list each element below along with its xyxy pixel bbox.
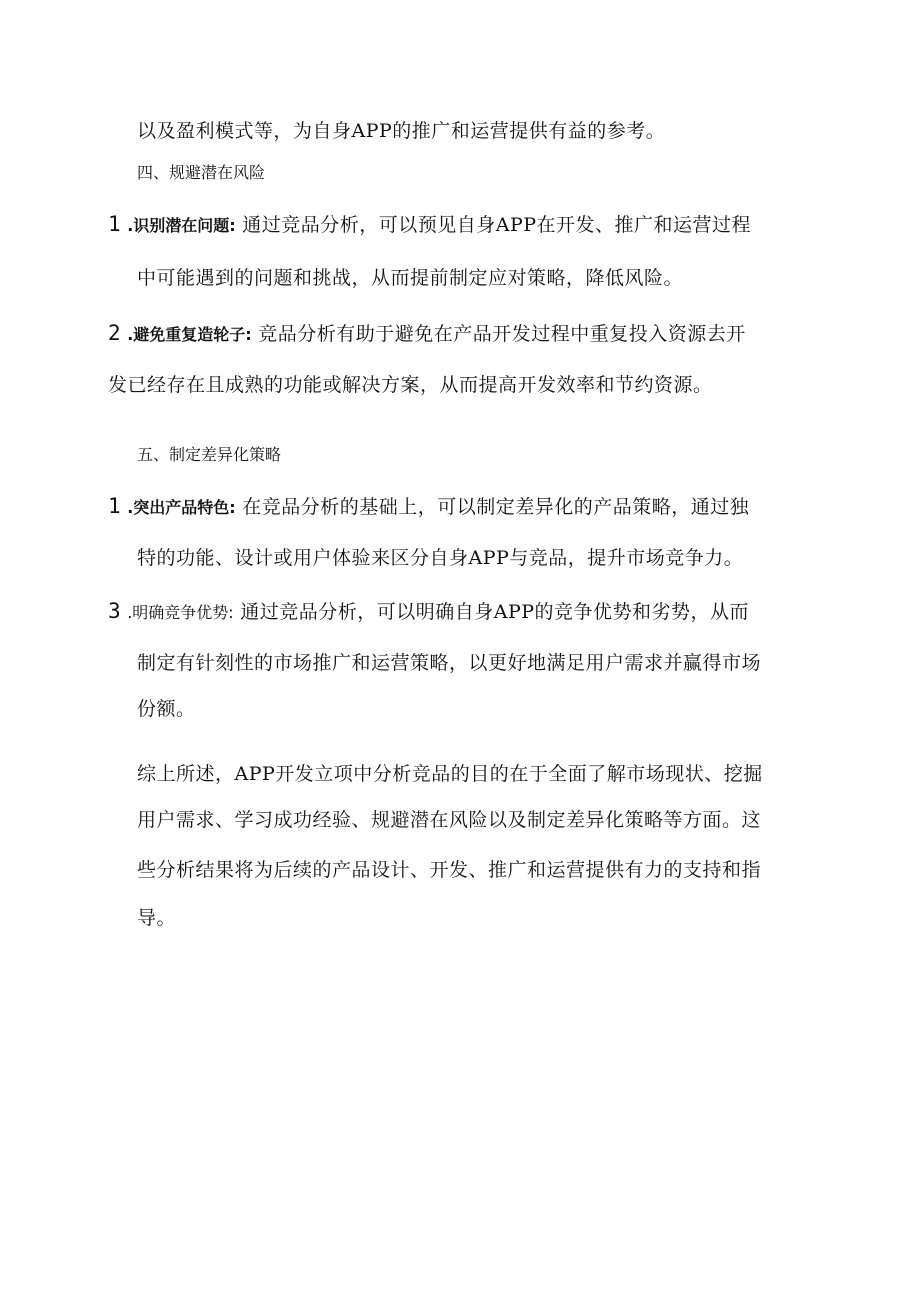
section-5-item-1-first-line bbox=[108, 492, 749, 519]
item-label: .明确竞争优势: bbox=[127, 603, 234, 622]
item-label: .识别潜在问题: bbox=[127, 216, 236, 235]
section-5-item-1-second-line: 特的功能、设计或用户体验来区分自身APP与竞品，提升市场竞争力。 bbox=[137, 547, 744, 569]
item-number: 1 bbox=[108, 212, 121, 236]
intro-line: 以及盈利模式等，为自身APP的推广和运营提供有益的参考。 bbox=[137, 120, 666, 142]
item-number: 3 bbox=[108, 599, 121, 623]
item-label: .突出产品特色: bbox=[127, 498, 236, 517]
conclusion-line-3: 些分析结果将为后续的产品设计、开发、推广和运营提供有力的支持和指 bbox=[137, 859, 762, 881]
section-4-heading: 四、规避潜在风险 bbox=[137, 163, 266, 182]
conclusion-line-2: 用户需求、学习成功经验、规避潜在风险以及制定差异化策略等方面。这 bbox=[137, 809, 762, 831]
section-5-item-3-third-line: 份额。 bbox=[137, 698, 196, 720]
item-text: 在竞品分析的基础上，可以制定差异化的产品策略，通过独 bbox=[242, 496, 750, 518]
section-5-item-3-first-line bbox=[108, 597, 749, 624]
section-5-heading: 五、制定差异化策略 bbox=[137, 445, 282, 464]
item-label: .避免重复造轮子: bbox=[127, 325, 252, 344]
section-4-item-1-first-line bbox=[108, 210, 751, 237]
section-4-item-1-second-line: 中可能遇到的问题和挑战，从而提前制定应对策略，降低风险。 bbox=[137, 267, 684, 289]
item-number: 1 bbox=[108, 494, 121, 518]
section-4-item-2-first-line bbox=[108, 319, 746, 346]
item-text: 通过竞品分析，可以明确自身APP的竞争优势和劣势，从而 bbox=[240, 601, 750, 623]
conclusion-line-4: 导。 bbox=[137, 907, 177, 929]
item-number: 2 bbox=[108, 321, 121, 345]
conclusion-line-1: 综上所述，APP开发立项中分析竞品的目的在于全面了解市场现状、挖掘 bbox=[137, 763, 763, 785]
item-text: 竞品分析有助于避免在产品开发过程中重复投入资源去开 bbox=[258, 323, 746, 345]
section-4-item-2-second-line: 发已经存在且成熟的功能或解决方案，从而提高开发效率和节约资源。 bbox=[108, 374, 713, 396]
section-5-item-3-second-line: 制定有针刻性的市场推广和运营策略，以更好地满足用户需求并赢得市场 bbox=[137, 652, 762, 674]
item-text: 通过竞品分析，可以预见自身APP在开发、推广和运营过程 bbox=[242, 214, 752, 236]
